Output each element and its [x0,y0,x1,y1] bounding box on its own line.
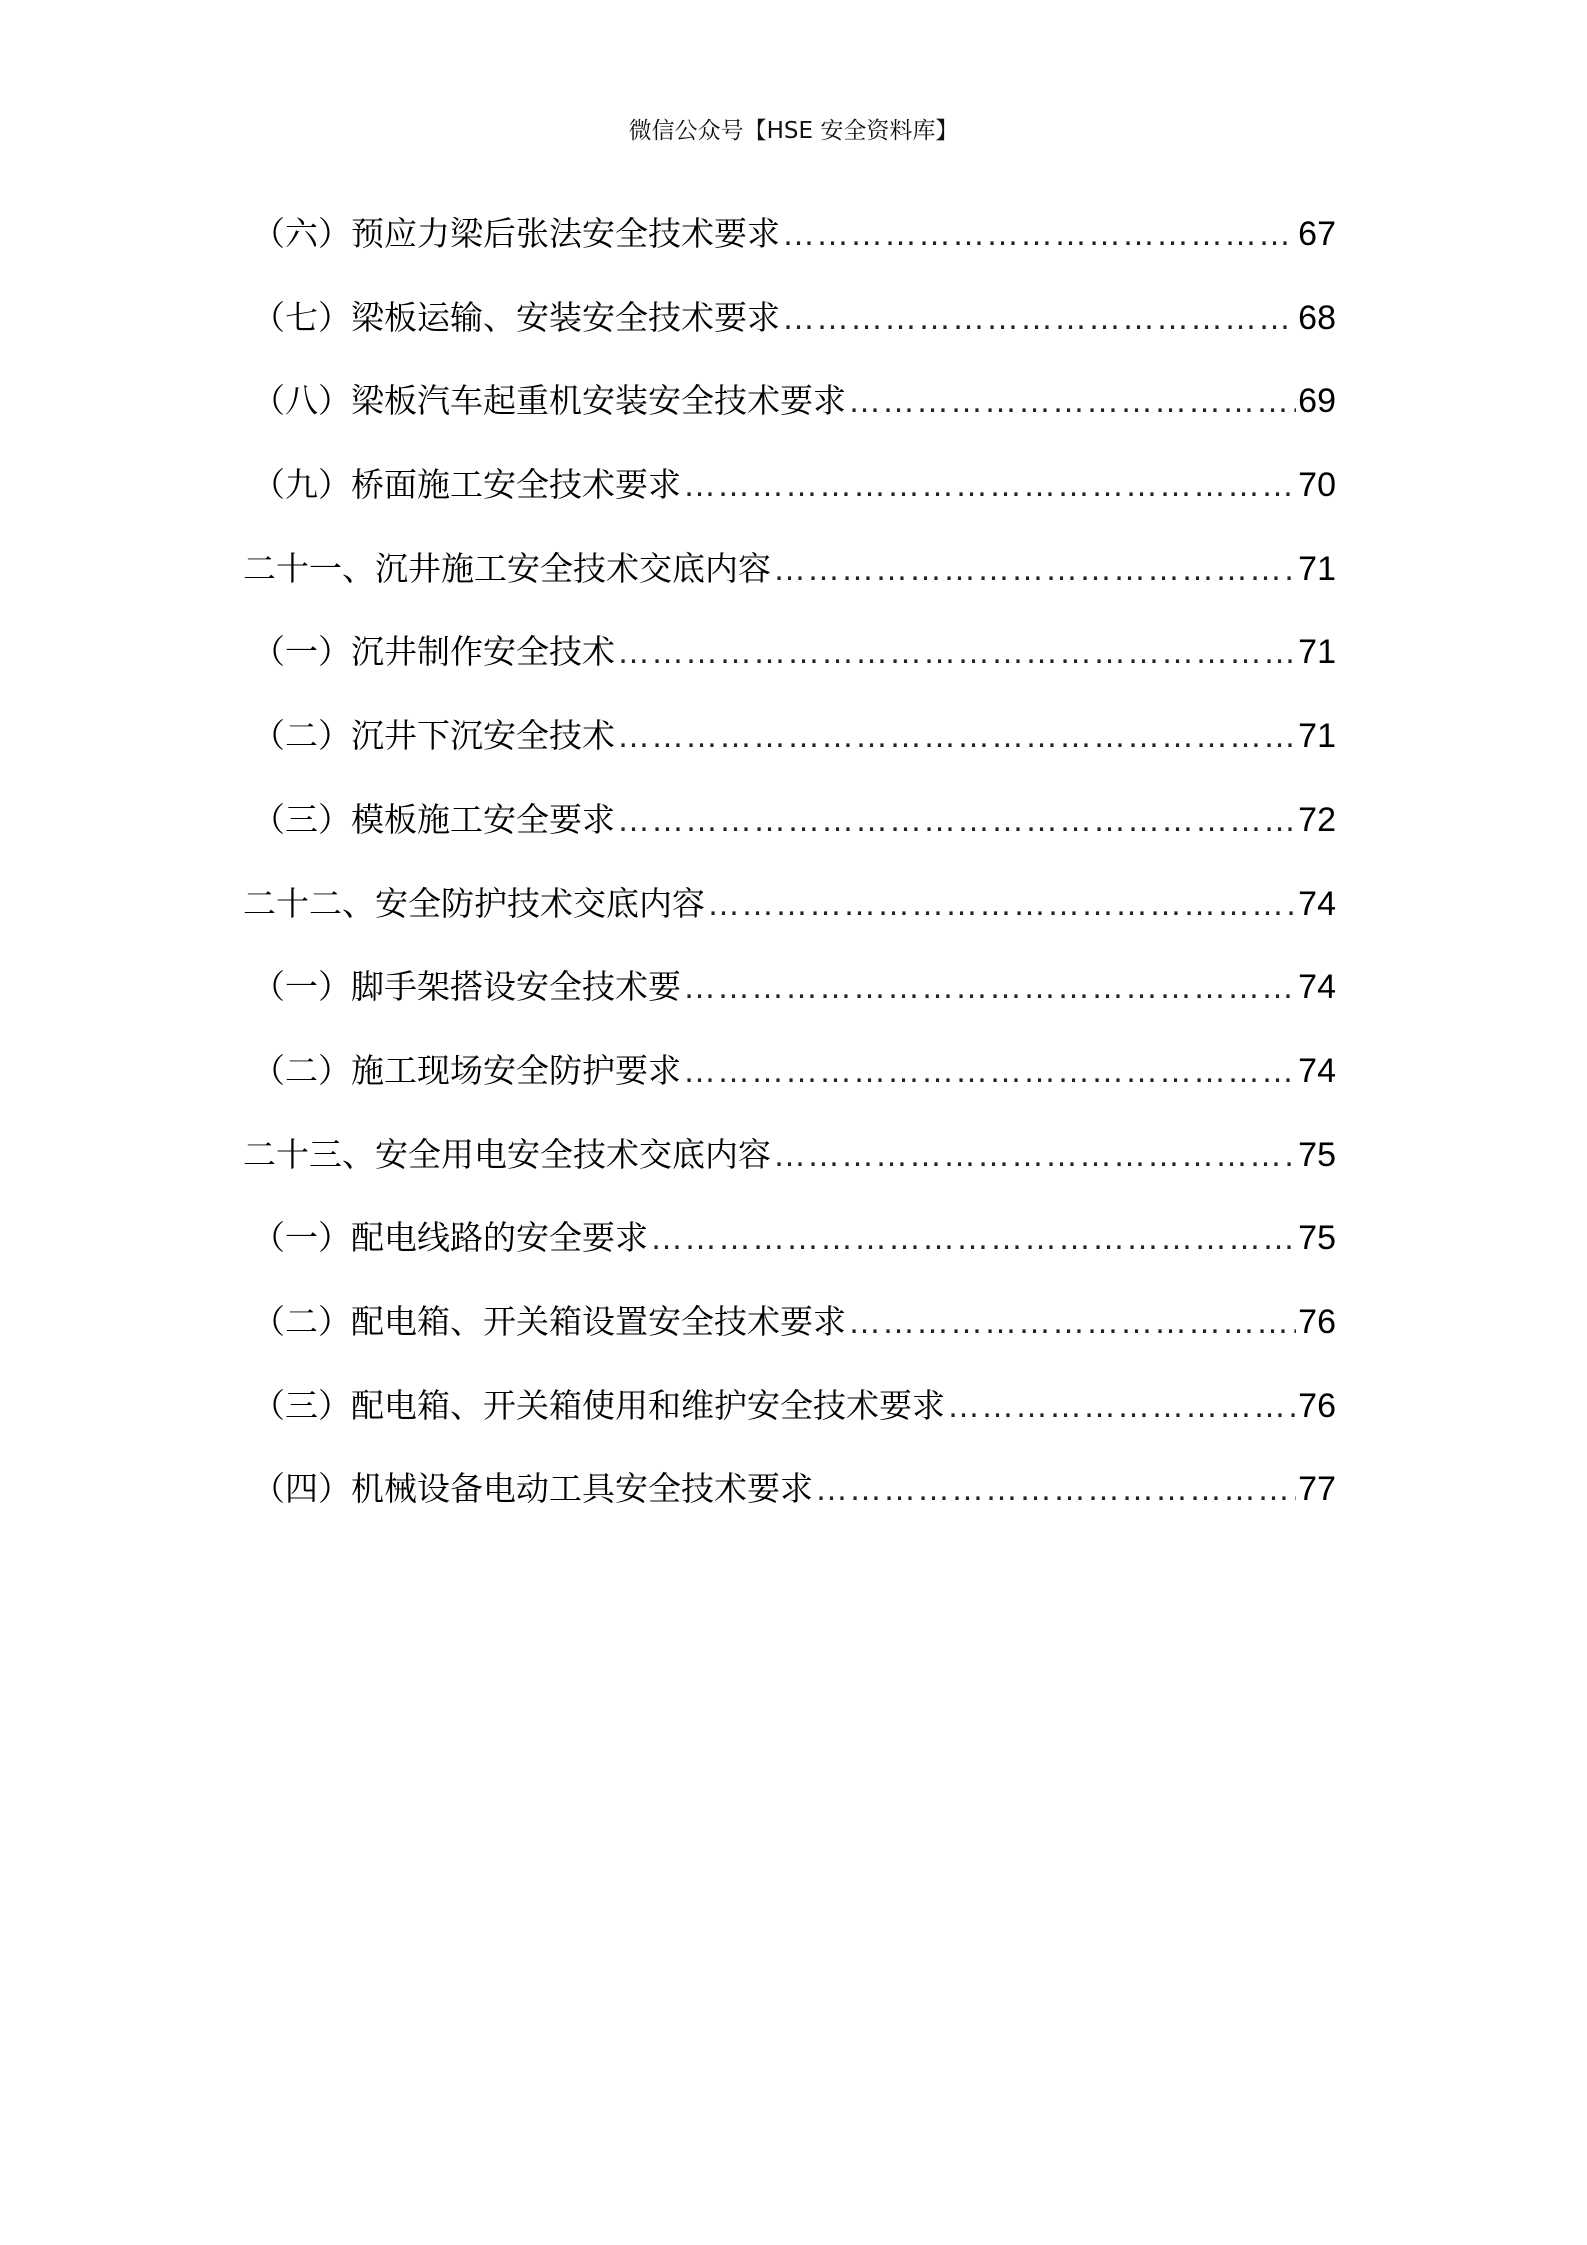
toc-entry-title: （三）模板施工安全要求 [252,799,615,839]
toc-entry[interactable] [243,284,1336,368]
toc-entry-title: （二）配电箱、开关箱设置安全技术要求 [252,1301,846,1341]
toc-leader-dots [683,1037,1296,1104]
toc-page-number: 77 [1298,1470,1336,1509]
toc-entry[interactable] [243,367,1336,451]
toc-page-number: 76 [1298,1386,1336,1425]
toc-entry[interactable] [243,953,1336,1037]
toc-leader-dots [707,870,1296,937]
toc-leader-dots [848,367,1296,434]
toc-leader-dots [683,451,1296,518]
toc-entry-title: 二十一、沉井施工安全技术交底内容 [243,548,771,588]
toc-entry[interactable] [243,1288,1336,1372]
toc-leader-dots [782,284,1296,351]
toc-page-number: 71 [1298,717,1336,756]
toc-entry-title: （一）脚手架搭设安全技术要 [252,967,681,1007]
toc-entry-title: （九）桥面施工安全技术要求 [252,465,681,505]
toc-leader-dots [773,1121,1296,1188]
toc-entry-title: 二十三、安全用电安全技术交底内容 [243,1134,771,1174]
table-of-contents [243,200,1336,1539]
toc-entry[interactable] [243,1372,1336,1456]
toc-page-number: 69 [1298,382,1336,421]
toc-leader-dots [815,1455,1296,1522]
toc-page-number: 72 [1298,800,1336,839]
toc-page-number: 75 [1298,1219,1336,1258]
toc-page-number: 76 [1298,1302,1336,1341]
toc-entry-title: （七）梁板运输、安装安全技术要求 [252,297,780,337]
toc-entry[interactable] [243,618,1336,702]
toc-page-number: 74 [1298,968,1336,1007]
toc-leader-dots [782,200,1296,267]
toc-entry-title: 二十二、安全防护技术交底内容 [243,883,705,923]
toc-entry[interactable] [243,1121,1336,1205]
toc-entry[interactable] [243,786,1336,870]
toc-entry-title: （二）沉井下沉安全技术 [252,716,615,756]
toc-entry[interactable] [243,200,1336,284]
toc-leader-dots [773,535,1296,602]
toc-leader-dots [617,618,1296,685]
toc-page-number: 70 [1298,466,1336,505]
toc-entry[interactable] [243,1037,1336,1121]
toc-entry-title: （三）配电箱、开关箱使用和维护安全技术要求 [252,1385,945,1425]
toc-entry[interactable] [243,451,1336,535]
toc-page-number: 67 [1298,215,1336,253]
toc-leader-dots [683,953,1296,1020]
toc-entry[interactable] [243,1204,1336,1288]
toc-entry-title: （八）梁板汽车起重机安装安全技术要求 [252,381,846,421]
toc-page-number: 71 [1298,633,1336,672]
toc-entry[interactable] [243,870,1336,954]
page-header: 微信公众号【HSE 安全资料库】 [628,118,959,144]
toc-page-number: 74 [1298,1051,1336,1090]
toc-leader-dots [650,1204,1296,1271]
toc-leader-dots [617,786,1296,853]
toc-entry[interactable] [243,535,1336,619]
toc-entry-title: （二）施工现场安全防护要求 [252,1050,681,1090]
toc-entry-title: （一）沉井制作安全技术 [252,632,615,672]
toc-page-number: 75 [1298,1135,1336,1174]
toc-leader-dots [947,1372,1296,1439]
toc-entry-title: （一）配电线路的安全要求 [252,1218,648,1258]
toc-leader-dots [617,702,1296,769]
toc-entry-title: （四）机械设备电动工具安全技术要求 [252,1469,813,1509]
toc-entry[interactable] [243,1455,1336,1539]
toc-page-number: 74 [1298,884,1336,923]
toc-entry[interactable] [243,702,1336,786]
toc-page-number: 71 [1298,549,1336,588]
toc-leader-dots [848,1288,1296,1355]
toc-page-number: 68 [1298,298,1336,337]
toc-entry-title: （六）预应力梁后张法安全技术要求 [252,214,780,253]
